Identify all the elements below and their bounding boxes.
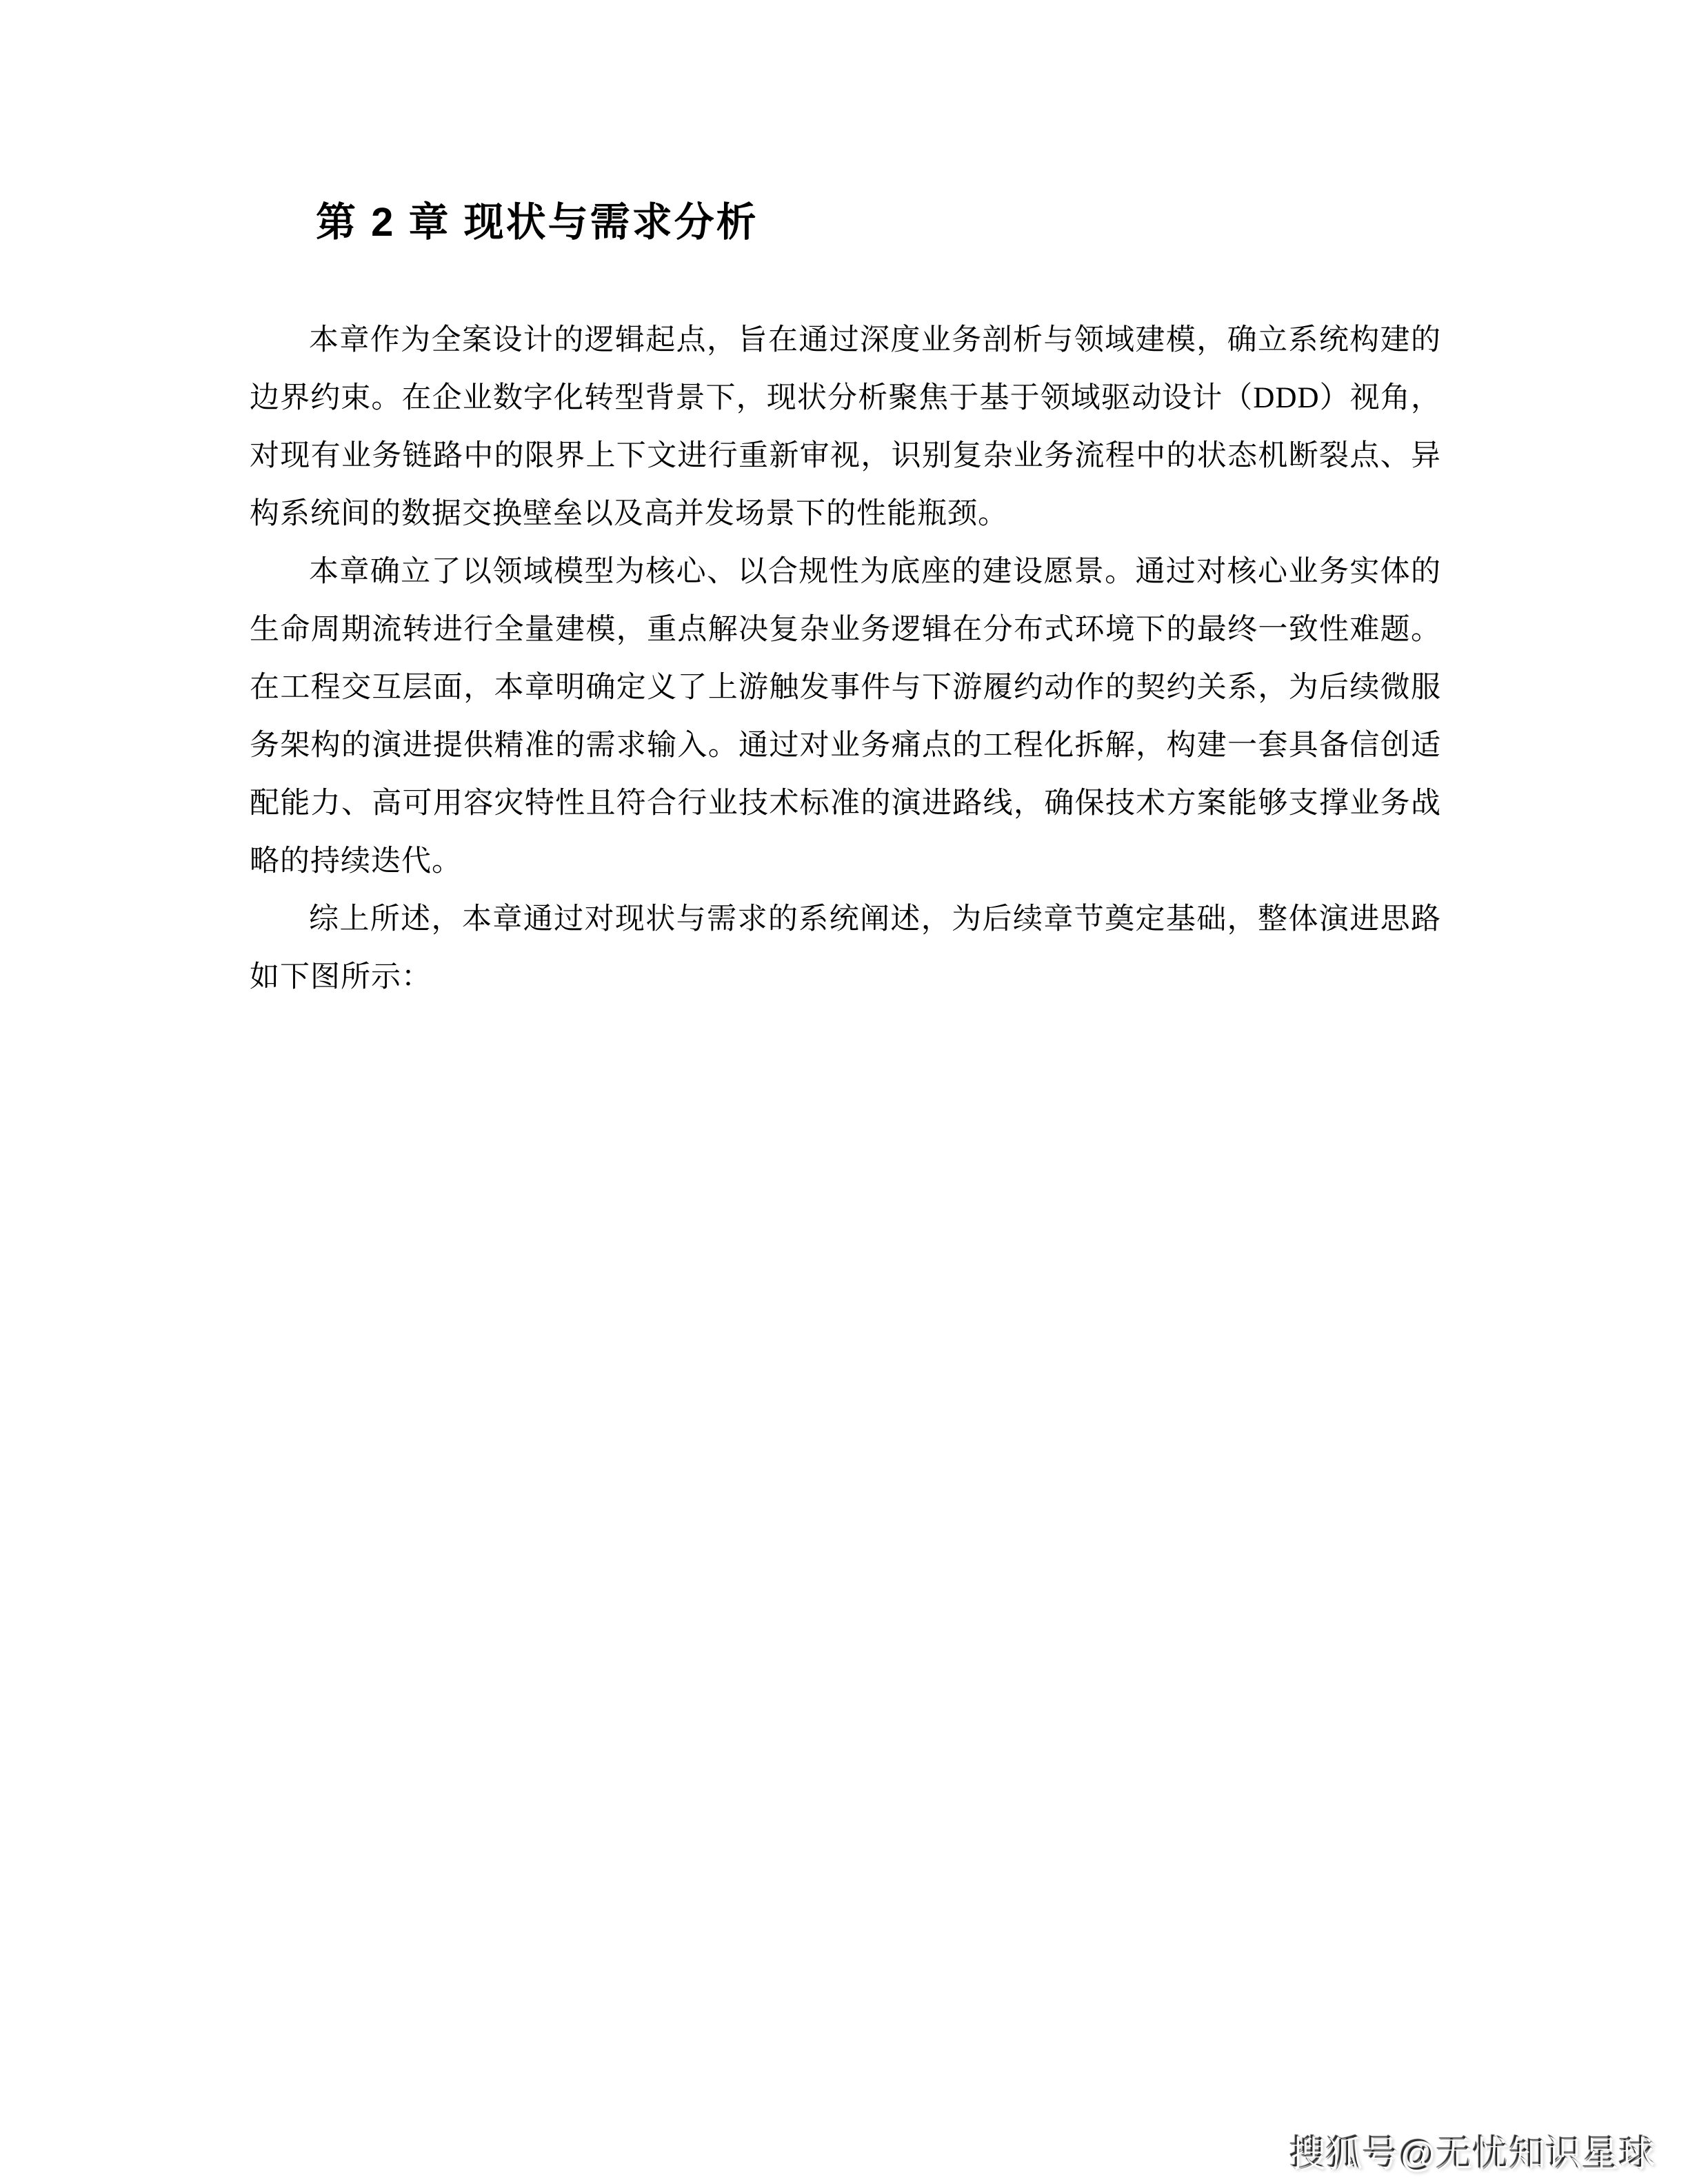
paragraph-2: 本章确立了以领域模型为核心、以合规性为底座的建设愿景。通过对核心业务实体的生命周期流转进行全量建模，重点解决复杂业务逻辑在分布式环境下的最终一致性难题。在工程交互层面，本章明确定义了上游触发事件与下游履约动作的契约关系，为后续微服务架构的演进提供精准的需求输入。通过对业务痛点的工程化拆解，构建一套具备信创适配能力、高可用容灾特性且符合行业技术标准的演进路线，确保技术方案能够支撑业务战略的持续迭代。 [250,556,1441,878]
watermark: 搜狐号@无忧知识星球 [1290,2135,1656,2175]
body-text [250,312,1441,1007]
chapter-title: 第 2 章 现状与需求分析 [316,200,758,245]
paragraph-1: 本章作为全案设计的逻辑起点，旨在通过深度业务剖析与领域建模，确立系统构建的边界约束。在企业数字化转型背景下，现状分析聚焦于基于领域驱动设计（DDD）视角，对现有业务链路中的限界上下文进行重新审视，识别复杂业务流程中的状态机断裂点、异构系统间的数据交换壁垒以及高并发场景下的性能瓶颈。 [250,324,1441,530]
paragraph-3: 综上所述，本章通过对现状与需求的系统阐述，为后续章节奠定基础，整体演进思路如下图所示： [250,903,1441,993]
